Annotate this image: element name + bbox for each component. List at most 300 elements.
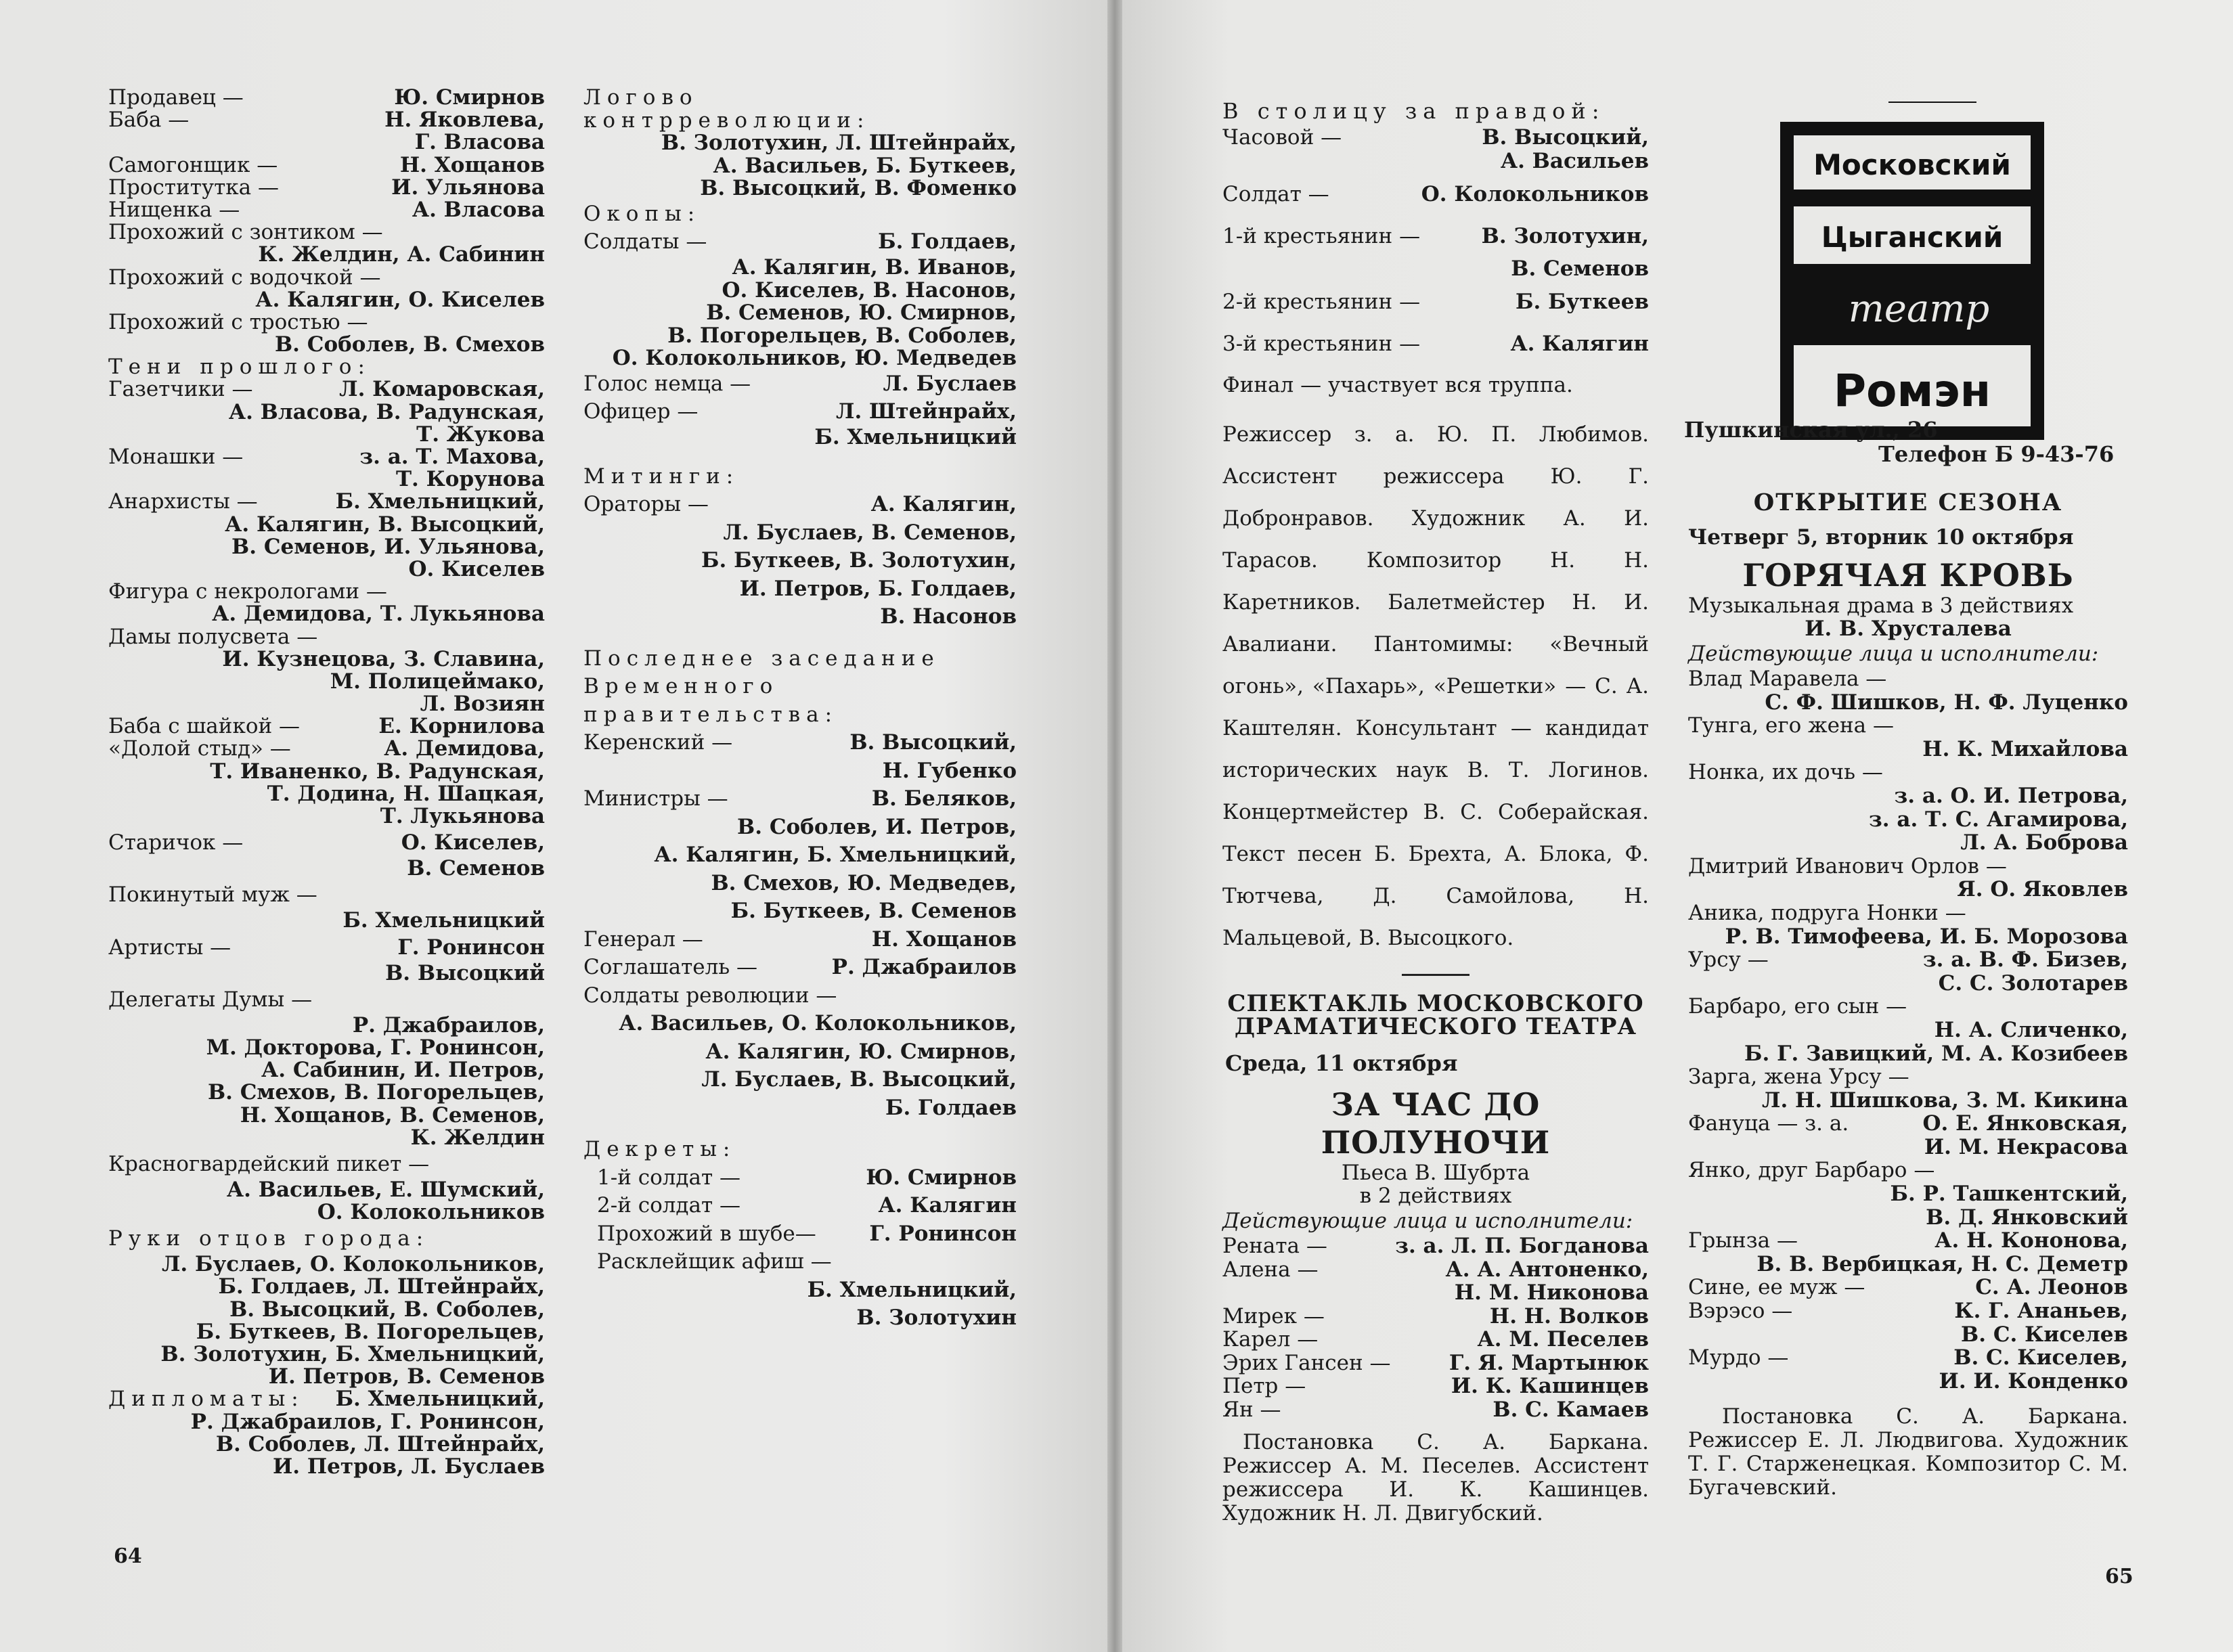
play-author: И. В. Хрусталева [1805,617,2012,641]
actor-names: О. Колокольников [1421,182,1649,206]
role-label: Урсу — [1688,947,1769,973]
cast-row [583,897,1017,926]
cast-row [1222,1328,1649,1352]
cast-row [108,1299,545,1321]
cast-row [108,1343,545,1366]
actor-names: Т. Додина, Н. Шацкая, [267,781,545,806]
actor-names: Б. Р. Ташкентский, [1890,1182,2128,1207]
actor-names: С. Ф. Шишков, Н. Ф. Луценко [1765,690,2128,715]
play-subtitle: Музыкальная драма в 3 действиях [1688,594,2074,618]
guest-play: Пьеса В. Шубрта [1341,1161,1530,1185]
actor-names: О. Киселев, В. Насонов, [722,277,1017,303]
cast-row [583,1192,1017,1220]
finale-line: Финал — участвует вся труппа. [1222,373,1573,397]
cast-row [583,370,1017,399]
cast-row [583,1248,1017,1276]
cast-row [108,1081,545,1104]
role-label: 1-й крестьянин — [1222,224,1421,248]
actor-names: А. А. Антоненко, [1445,1257,1649,1282]
actor-names: В. Семенов [407,856,545,881]
actor-names: А. Демидова, Т. Лукьянова [212,602,545,627]
actor-names: Б. Хмельницкий, [335,1387,545,1412]
cast-row [1688,1253,2128,1276]
divider [1402,974,1469,976]
role-label: Солдаты революции — [583,983,837,1008]
role-label: Старичок — [108,830,244,855]
cast-row [108,626,545,648]
cast-row [583,729,1017,757]
cast-row [108,1411,545,1433]
cast-row [1688,1323,2128,1347]
actor-names: О. Колокольников [317,1200,545,1225]
role-label: Прохожий с зонтиком — [108,220,383,245]
role-label: Министры — [583,786,728,811]
role-label: Артисты — [108,935,231,960]
cast-row [1688,1089,2128,1113]
actor-names: Е. Корнилова [378,714,545,739]
actor-names: В. Соболев, Л. Штейнрайх, [215,1431,545,1456]
actor-names: А. Сабинин, И. Петров, [261,1058,545,1083]
cast-row [583,1066,1017,1094]
actor-names: з. а. Л. П. Богданова [1395,1234,1649,1258]
cast-row [108,1366,545,1388]
cast-row [583,841,1017,870]
actor-names: Б. Голдаев, Л. Штейнрайх, [218,1274,545,1299]
actor-names: С. А. Леонов [1975,1275,2128,1300]
cast-row [1688,667,2128,691]
cast-row [108,199,545,221]
actor-names: Б. Буткеев, В. Семенов [730,899,1017,924]
theatre-address: Пушкинская ул., 26 [1684,417,1938,443]
section-heading [583,463,1017,491]
actor-names: Н. А. Сличенко, [1934,1017,2128,1042]
guest-cast-heading: Действующие лица и исполнители: [1222,1209,1633,1233]
actor-names: О. Киселев [408,556,545,581]
actor-names: Г. Я. Мартынюк [1449,1350,1649,1375]
cast-row [1688,1112,2128,1136]
cast-row [1688,1042,2128,1066]
play-title: ГОРЯЧАЯ КРОВЬ [1742,557,2074,594]
guest-acts: в 2 действиях [1359,1184,1512,1208]
role-label: Сине, ее муж — [1688,1275,1865,1300]
cast-row [1222,1258,1649,1282]
logo-text-1: Московский [1813,148,2011,181]
role-label: Анархисты — [108,489,258,514]
cast-row [1688,714,2128,738]
cast-row [583,277,1017,303]
actor-names: Я. О. Яковлев [1957,877,2128,902]
cast-row [1222,281,1649,323]
section-heading [583,87,1017,110]
actor-names: Б. Голдаев, [878,229,1017,254]
cast-row [108,857,545,880]
actor-names: В. Золотухин, [1481,224,1649,248]
season-opening: ОТКРЫТИЕ СЕЗОНА [1753,489,2063,516]
actor-names: В. Семенов, Ю. Смирнов, [706,300,1017,326]
actor-names: Л. Буслаев, О. Колокольников, [161,1252,545,1277]
cast-row [1688,1346,2128,1370]
role-label: Мирек — [1222,1303,1325,1329]
section-heading [583,701,1017,730]
actor-names: В. Золотухин, Л. Штейнрайх, [661,131,1017,156]
theatre-phone: Телефон Б 9-43-76 [1878,441,2115,467]
actor-names: А. Васильев, О. Колокольников, [619,1011,1017,1036]
cast-row [108,87,545,109]
actor-names: Б. Буткеев, В. Золотухин, [701,548,1017,573]
actor-names: Л. Буслаев, В. Высоцкий, [701,1067,1017,1092]
cast-row [583,302,1017,325]
cast-row [108,1059,545,1081]
role-label: Баба с шайкой — [108,714,300,739]
role-label: Мурдо — [1688,1345,1789,1370]
cast-row [108,401,545,424]
actor-names: И. Кузнецова, З. Славина, [222,646,545,671]
cast-row [108,1037,545,1059]
cast-row [1688,1136,2128,1159]
cast-row [108,267,545,289]
cast-row [108,378,545,401]
cast-row [583,398,1017,426]
actor-names: В. С. Киселев, [1953,1345,2128,1370]
page-number-right: 65 [2105,1565,2133,1588]
actor-names: Н. М. Никонова [1454,1280,1649,1305]
cast-row [583,757,1017,786]
cast-row [1688,1370,2128,1393]
actor-names: В. Семенов, И. Ульянова, [231,534,545,559]
role-label: Ораторы — [583,492,709,517]
role-label: Барбаро, его сын — [1688,994,1907,1019]
actor-names: В. Насонов [880,604,1017,629]
section-heading [583,645,1017,673]
cast-row [108,1201,545,1224]
cast-row [1222,1305,1649,1329]
role-label: Петр — [1222,1374,1306,1398]
actor-names: А. Васильев [1500,149,1649,173]
actor-names: К. Желдин, А. Сабинин [258,242,545,267]
actor-names: А. Калягин, В. Иванов, [732,254,1017,280]
role-label: Часовой — [1222,125,1342,150]
cast-row [583,1038,1017,1067]
actor-names: Г. Власова [414,130,545,155]
actor-names: В. Высоцкий, В. Соболев, [229,1297,545,1322]
actor-names: Б. Г. Завицкий, М. А. Козибеев [1744,1041,2128,1066]
actor-names: О. Е. Янковская, [1922,1111,2128,1136]
cast-row [108,962,545,985]
section-heading [108,356,545,378]
cast-row [108,424,545,446]
cast-row [1688,925,2128,949]
actor-names: Б. Буткеев [1516,290,1649,314]
cast-column-1 [108,87,545,1478]
cast-row [583,1164,1017,1192]
cast-row [1688,1276,2128,1299]
cast-column-2 [583,87,1017,1333]
actor-names: Н. Хощанов, В. Семенов, [240,1102,545,1128]
guest-credits: Постановка С. А. Баркана. Режиссер А. М. Песелев. Ассистент режиссера И. К. Кашинцев. Художник Н. Л. Двигубский. [1222,1430,1649,1525]
cast-row [108,177,545,199]
cast-row [108,491,545,513]
actor-names: В. Золотухин [856,1305,1017,1331]
actor-names: Л. Штейнрайх, [836,399,1017,424]
actor-names: Л. Возиян [420,692,545,717]
actor-names: Т. Лукьянова [380,804,545,828]
actor-names: И. М. Некрасова [1924,1134,2128,1159]
cast-row [583,813,1017,842]
actor-names: А. Васильев, Б. Буткеев, [713,153,1017,178]
cast-row [108,514,545,536]
cast-row [583,954,1017,982]
cast-row [1688,808,2128,832]
cast-row [108,693,545,715]
actor-names: К. Г. Ананьев, [1954,1299,2128,1324]
cast-row [108,985,545,1014]
role-label: Продавец — [108,85,244,110]
cast-row [1222,257,1649,281]
actor-names: О. Киселев, [401,830,545,855]
actor-names: В. Золотухин, Б. Хмельницкий, [160,1342,545,1366]
cast-row [108,1456,545,1478]
actor-names: Б. Хмельницкий, [335,489,545,514]
role-label: Алена — [1222,1257,1319,1282]
section-label: Митинги: [583,464,740,489]
book-gutter [1107,0,1122,1652]
actor-names: з. а. Т. С. Агамирова, [1869,807,2128,832]
cast-row [108,671,545,693]
section-label: Окопы: [583,201,701,226]
actor-names: А. Калягин, В. Высоцкий, [225,512,545,537]
cast-row [108,715,545,738]
actor-names: з. а. Т. Махова, [359,445,545,469]
role-label: Эрих Гансен — [1222,1350,1391,1375]
cast-row [1222,1234,1649,1258]
actor-names: Ю. Смирнов [866,1165,1017,1190]
role-label: Аника, подруга Нонки — [1688,900,1966,925]
actor-names: Т. Корунова [395,467,545,492]
actor-names: А. Калягин [1510,332,1649,356]
actor-names: Н. Губенко [882,758,1017,783]
role-label: 1-й солдат — [597,1165,741,1190]
cast-row [583,426,1017,449]
cast-row [1222,1375,1649,1398]
actor-names: И. Петров, Б. Голдаев, [739,576,1017,601]
actor-names: Ю. Смирнов [394,85,545,110]
cast-row [583,926,1017,954]
cast-row [583,1010,1017,1038]
section-heading [108,1224,545,1253]
cast-column-4 [1688,487,2128,1500]
cast-heading: Действующие лица и исполнители: [1688,642,2099,666]
cast-row [583,1304,1017,1333]
role-label: Грынза — [1688,1228,1798,1253]
logo-text-3: театр [1848,287,1990,331]
cast-row [583,603,1017,631]
cast-row [108,1253,545,1276]
guest-heading: СПЕКТАКЛЬ МОСКОВСКОГО ДРАМАТИЧЕСКОГО ТЕАТРА [1227,990,1644,1040]
role-label: Рената — [1222,1234,1327,1258]
cast-row [583,1276,1017,1305]
cast-row [1222,1352,1649,1375]
role-label: Янко, друг Барбаро — [1688,1158,1935,1183]
cast-row [108,828,545,857]
cast-row [108,221,545,244]
cast-row [108,311,545,334]
actor-names: Л. Н. Шишкова, З. М. Кикина [1762,1088,2128,1113]
cast-row [1688,901,2128,925]
section-label: Временного [583,674,779,699]
actor-names: В. Высоцкий [385,960,545,985]
actor-names: Г. Ронинсон [869,1221,1017,1246]
role-label: Делегаты Думы — [108,987,313,1012]
role-label: Дамы полусвета — [108,624,318,649]
actor-names: Р. Джабраилов, Г. Ронинсон, [190,1409,545,1434]
cast-row [108,1179,545,1201]
role-label: Газетчики — [108,377,253,402]
cast-row [583,155,1017,178]
cast-row [1688,1182,2128,1206]
actor-names: А. Калягин, О. Киселев [255,287,545,312]
actor-names: В. Соболев, И. Петров, [737,814,1017,839]
cast-row [108,154,545,177]
guest-title: ЗА ЧАС ДО ПОЛУНОЧИ [1321,1086,1551,1161]
cast-row [583,491,1017,519]
cast-row [108,289,545,311]
cast-row [1688,878,2128,901]
section-heading [583,1136,1017,1164]
cast-row [583,325,1017,348]
cast-row [108,1149,545,1179]
role-label: Прохожий в шубе— [597,1221,816,1246]
cast-row [1688,784,2128,808]
actor-names: А. Васильев, Е. Шумский, [226,1177,545,1202]
actor-names: Н. Н. Волков [1489,1303,1649,1329]
actor-names: Б. Хмельницкий [342,908,545,933]
cast-row [108,536,545,558]
actor-names: А. Калягин, Б. Хмельницкий, [654,843,1017,868]
role-label: Фануца — з. а. [1688,1111,1849,1136]
cast-row [1688,972,2128,996]
cast-row [1688,995,2128,1019]
role-label: Нонка, их дочь — [1688,760,1883,785]
guest-cast-list [1222,1234,1649,1421]
cast-row [108,244,545,266]
cast-row [1688,948,2128,972]
role-label: Керенский — [583,730,733,755]
role-label: Солдат — [1222,182,1329,206]
role-label: Самогонщик — [108,152,278,177]
cast-row [1688,1019,2128,1042]
cast-row [108,446,545,468]
section-heading [583,200,1017,229]
cast-row [108,603,545,625]
cast-list [1688,667,2128,1393]
cast-row [108,761,545,783]
actor-names: Н. К. Михайлова [1922,736,2128,761]
actor-names: Б. Голдаев [885,1095,1017,1120]
actor-names: Л. Буслаев, В. Семенов, [723,520,1017,545]
section-heading: В столицу за правдой: [1222,98,1606,124]
actor-names: В. Беляков, [871,786,1017,811]
role-label: Баба — [108,108,190,133]
role-label: Нищенка — [108,197,240,222]
role-label: Голос немца — [583,371,751,396]
cast-row [1222,323,1649,365]
actor-names: И. Ульянова [391,175,545,200]
cast-row [108,933,545,962]
section-label: Тени прошлого: [108,355,371,380]
actor-names: А. Калягин, Ю. Смирнов, [705,1039,1017,1064]
actor-names: В. Высоцкий, [1482,125,1649,150]
cast-row [1688,855,2128,878]
cast-row [108,468,545,491]
page-number-left: 64 [114,1544,142,1568]
cast-row [108,1433,545,1456]
cast-row [1688,1299,2128,1323]
cast-row [108,1104,545,1127]
actor-names: В. Соболев, В. Смехов [274,332,545,357]
actor-names: Т. Жукова [416,422,545,447]
cast-row [108,880,545,910]
cast-row [1222,1398,1649,1422]
actor-names: Б. Буткеев, В. Погорельцев, [196,1319,545,1344]
cast-row [108,910,545,932]
cast-row [108,738,545,760]
cast-column-3 [1222,96,1649,1525]
section-label: правительства: [583,702,839,727]
actor-names: В. Высоцкий, [849,730,1017,755]
actor-names: О. Колокольников, Ю. Медведев [612,346,1017,371]
cast-row [1688,1159,2128,1182]
role-label: Монашки — [108,445,244,469]
cast-row [1222,1281,1649,1305]
cast-row [108,334,545,356]
actor-names: Л. Комаровская, [339,377,545,402]
actor-names: А. М. Песелев [1477,1327,1649,1352]
role-label: 2-й солдат — [597,1193,741,1218]
cast-row [108,581,545,603]
role-label: Проститутка — [108,175,279,200]
theatre-romen-logo [1773,102,2058,447]
role-label: Вэрэсо — [1688,1299,1793,1324]
section-label: контрреволюции: [583,108,870,133]
actor-names: А. Демидова, [384,736,545,761]
cast-row [108,1388,545,1410]
actor-names: И. Петров, В. Семенов [268,1364,545,1389]
actor-names: з. а. О. И. Петрова, [1894,783,2128,808]
section-heading [583,673,1017,701]
actor-names: В. Высоцкий, В. Фоменко [700,176,1017,201]
actor-names: Р. Джабраилов, [352,1012,545,1037]
role-label: Красногвардейский пикет — [108,1151,430,1176]
actor-names: В. С. Киселев [1961,1322,2128,1347]
cast-row [1688,1206,2128,1230]
actor-names: И. К. Кашинцев [1451,1374,1649,1398]
actor-names: Н. Яковлева, [384,108,545,133]
cast-row [1688,1065,2128,1089]
actor-names: В. Смехов, В. Погорельцев, [207,1080,545,1105]
cast-row [108,1127,545,1149]
actor-names: В. С. Камаев [1493,1397,1649,1422]
cast-row [108,783,545,805]
cast-row [1688,831,2128,855]
cast-row [108,648,545,671]
cast-row [108,1321,545,1343]
actor-names: А. Н. Кононова, [1934,1228,2128,1253]
play-credits: Постановка С. А. Баркана. Режиссер Е. Л. Людвигова. Художник Т. Г. Старженецкая. Композитор С. М. Бугачевский. [1688,1404,2128,1500]
role-label: Офицер — [583,399,699,424]
section-label: Логово [583,85,699,110]
actor-names: И. И. Конденко [1939,1368,2128,1393]
cast-row [108,1014,545,1037]
